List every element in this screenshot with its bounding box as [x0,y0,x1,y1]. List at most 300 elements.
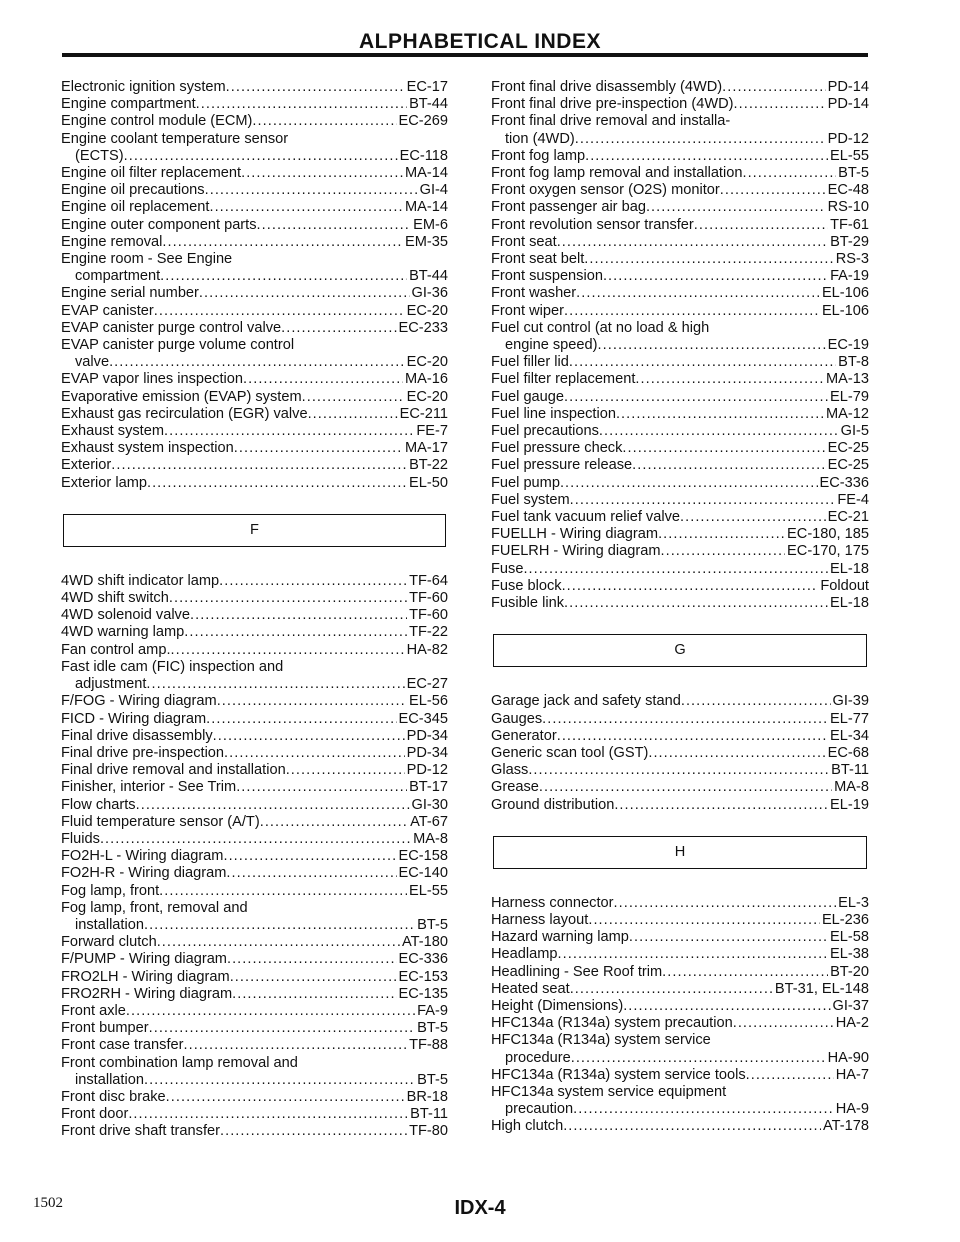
index-entry-line [61,642,448,659]
index-entry-page-ref: RS-3 [835,251,869,268]
index-entry-page-ref: MA-17 [405,440,448,457]
index-entry-line [61,676,448,693]
index-entry-page-ref: EC-140 [398,865,448,882]
index-entry-page-ref: GI-30 [411,796,448,813]
section-header-wrap [491,814,869,895]
index-entry [491,251,869,268]
index-entry-term: FUELLH - Wiring diagram [491,526,659,543]
index-entry [61,986,448,1003]
section-header-wrap [491,612,869,693]
index-entry [491,745,869,762]
index-entry-line [491,895,869,912]
index-entry-line [61,659,448,676]
index-entry-page-ref: EL-3 [838,894,869,911]
index-entry [491,354,869,371]
index-entry-term: Height (Dimensions) [491,997,624,1014]
dot-leader [564,595,828,612]
dot-leader [570,981,773,998]
index-entry-page-ref: EC-345 [398,710,448,727]
dot-leader [257,217,412,234]
dot-leader [722,79,825,96]
index-entry-page-ref: MA-14 [405,199,448,216]
index-entry-page-ref: RS-10 [827,199,869,216]
index-entry-term: Engine oil filter replacement [61,165,242,182]
index-entry-line [61,951,448,968]
dot-leader [648,745,825,762]
dot-leader [199,285,410,302]
index-entry-line [61,285,448,302]
index-entry-line [491,234,869,251]
index-entry-term: Engine control module (ECM) [61,113,253,130]
dot-leader [164,423,414,440]
index-entry [491,797,869,814]
dot-leader [162,234,403,251]
index-entry-page-ref: EC-158 [398,848,448,865]
index-entry-line [61,440,448,457]
index-entry-term: EVAP canister [61,302,154,319]
index-entry [491,1067,869,1084]
index-entry-line [61,693,448,710]
index-entry-line [61,199,448,216]
dot-leader [720,182,826,199]
index-entry-page-ref: PD-14 [827,96,869,113]
index-entry-term: Front wiper [491,302,564,319]
index-entry-line [61,165,448,182]
dot-leader [308,406,398,423]
index-entry-term: Fuel pressure release [491,457,633,474]
index-entry [61,934,448,951]
index-entry-term: Finisher, interior - See Trim [61,779,237,796]
index-entry-term: Exterior lamp [61,474,147,491]
dot-leader [562,578,819,595]
index-entry-term: Fuel cut control (at no load & high [491,319,710,336]
index-entry [491,543,869,560]
dot-leader [746,1067,834,1084]
index-entry [61,475,448,492]
index-entry [491,148,869,165]
dot-leader [136,797,410,814]
index-entry-line [491,113,869,130]
dot-leader [542,711,828,728]
index-entry-line [61,371,448,388]
index-entry [491,320,869,354]
index-entry [491,964,869,981]
index-entry-page-ref: EC-27 [406,676,448,693]
index-entry-page-ref: EC-20 [406,354,448,371]
index-entry-line [491,389,869,406]
index-entry-line [491,268,869,285]
index-entry-term: Fast idle cam (FIC) inspection and [61,658,284,675]
index-entry-term: Front seat belt [491,251,585,268]
index-entry [491,303,869,320]
index-entry-line [491,912,869,929]
index-entry-term: FRO2RH - Wiring diagram [61,985,233,1002]
index-entry [61,1037,448,1054]
dot-leader [206,711,396,728]
index-entry-page-ref: GI-36 [411,285,448,302]
index-entry-page-ref: EL-19 [830,796,869,813]
index-entry-line [61,831,448,848]
index-entry [491,389,869,406]
index-entry-page-ref: BT-5 [838,165,869,182]
index-entry-line [491,337,869,354]
index-entry-line [61,303,448,320]
index-entry [61,1003,448,1020]
index-entry-line [491,981,869,998]
dot-leader [219,573,407,590]
index-entry-line [61,848,448,865]
index-entry-term: Headlining - See Roof trim [491,963,663,980]
dot-leader [742,165,836,182]
index-entry-term: Front oxygen sensor (O2S) monitor [491,182,720,199]
dot-leader [147,475,407,492]
index-entry [61,371,448,388]
dot-leader [660,543,785,560]
index-entry-term: Fluid temperature sensor (A/T) [61,813,260,830]
index-entry-line [491,929,869,946]
index-entry-term: Final drive pre-inspection [61,744,225,761]
index-entry-line [61,986,448,1003]
index-entry [61,969,448,986]
dot-leader [563,1118,821,1135]
index-entry-line [61,917,448,934]
index-entry-term: Fuse [491,560,524,577]
dot-leader [302,389,405,406]
index-entry-page-ref: GI-4 [419,182,448,199]
index-entry-line [61,1106,448,1123]
index-entry-term: Generic scan tool (GST) [491,744,649,761]
index-entry-term: Engine coolant temperature sensor [61,130,289,147]
index-entry-page-ref: EL-79 [830,388,869,405]
dot-leader [154,303,405,320]
index-entry [61,251,448,285]
index-entry-line [61,148,448,165]
index-entry-term: FO2H-L - Wiring diagram [61,848,224,865]
index-entry [61,848,448,865]
index-entry [491,406,869,423]
index-entry [61,951,448,968]
index-entry-line [491,79,869,96]
index-entry-term: HFC134a (R134a) system precaution [491,1015,733,1032]
dot-leader [734,96,826,113]
index-entry-page-ref: BT-5 [417,916,448,933]
dot-leader [635,371,824,388]
index-entry-page-ref: HA-9 [835,1101,869,1118]
index-entry-term: EVAP vapor lines inspection [61,371,243,388]
index-entry-line [491,199,869,216]
dot-leader [658,526,785,543]
index-entry-page-ref: BT-44 [409,268,448,285]
index-entry-line [491,492,869,509]
index-entry-term: Front disc brake [61,1088,166,1105]
index-entry [61,642,448,659]
index-entry-page-ref: BT-8 [838,354,869,371]
index-entry [61,865,448,882]
index-entry-line [491,946,869,963]
index-entry-line [61,969,448,986]
index-entry-term: Exterior [61,457,112,474]
index-entry [61,199,448,216]
index-entry-line [491,693,869,710]
index-entry-line [491,745,869,762]
index-entry-term: FRO2LH - Wiring diagram [61,968,230,985]
index-entry-term: High clutch [491,1118,564,1135]
index-entry-line [61,406,448,423]
title-rule [62,53,868,57]
index-entry [491,929,869,946]
dot-leader [232,986,396,1003]
dot-leader [585,148,828,165]
index-entry-line [491,1032,869,1049]
index-entry-page-ref: HA-90 [827,1049,869,1066]
index-entry-line [491,96,869,113]
index-entry-term: Engine room - See Engine [61,251,233,268]
index-entry-page-ref: EM-6 [413,216,448,233]
index-entry-term: HFC134a system service equipment [491,1083,727,1100]
index-entry-line [61,1089,448,1106]
index-entry-term: Fuel filter replacement [491,371,636,388]
index-entry-page-ref: TF-60 [409,590,448,607]
index-entry-line [491,423,869,440]
index-entry-term: Front combination lamp removal and [61,1054,298,1071]
index-entry-term: Hazard warning lamp [491,929,629,946]
index-entry [491,728,869,745]
index-entry [61,900,448,934]
index-entry-term: Glass [491,762,529,779]
dot-leader [243,371,403,388]
index-entry [491,113,869,147]
index-entry-term: Exhaust system inspection [61,440,234,457]
index-entry-page-ref: EL-236 [821,911,869,928]
index-entry-page-ref: EC-336 [819,474,869,491]
index-entry-line [61,1020,448,1037]
index-entry [491,561,869,578]
index-entry-term: Flow charts [61,796,136,813]
dot-leader [217,693,407,710]
index-entry [61,113,448,130]
index-entry-line [491,303,869,320]
index-entry-page-ref: TF-22 [409,624,448,641]
index-entry [491,423,869,440]
index-entry-page-ref: EC-153 [398,968,448,985]
index-entry-term: Final drive removal and installation [61,762,286,779]
index-entry [61,96,448,113]
index-entry-line [491,711,869,728]
index-entry-term: 4WD solenoid valve [61,607,190,624]
index-entry [61,831,448,848]
index-entry-line [61,745,448,762]
index-entry [491,457,869,474]
index-entry-term: Electronic ignition system [61,79,226,95]
index-entry-term: Exhaust gas recirculation (EGR) valve [61,405,308,422]
index-entry-page-ref: EC-180, 185 [787,526,869,543]
index-entry-line [61,1072,448,1089]
dot-leader [575,131,826,148]
section-letter-box: G [493,634,867,667]
dot-leader [681,693,831,710]
index-entry-page-ref: EC-135 [398,985,448,1002]
index-entry-page-ref: EC-233 [398,319,448,336]
index-entry-term: Fuel precautions [491,423,599,440]
index-entry-term: Fluids [61,830,100,847]
dot-leader [564,389,828,406]
index-entry-line [491,595,869,612]
dot-leader [183,1037,407,1054]
index-entry [61,711,448,728]
index-entry-line [61,251,448,268]
index-entry-line [491,320,869,337]
index-entry-line [491,1015,869,1032]
index-entry-line [491,1118,869,1135]
index-entry-page-ref: EC-269 [398,113,448,130]
index-entry-term: precaution [505,1101,574,1118]
index-entry-line [491,251,869,268]
index-entry [61,285,448,302]
index-entry [61,728,448,745]
index-entry-page-ref: EL-55 [830,147,869,164]
index-entry [61,389,448,406]
index-entry [61,303,448,320]
index-entry-term: Fog lamp, front, removal and [61,899,248,916]
index-entry-page-ref: TF-80 [409,1123,448,1140]
index-entry-page-ref: TF-64 [409,572,448,589]
index-entry [61,797,448,814]
index-entry-line [61,182,448,199]
dot-leader [146,676,404,693]
index-entry-line [61,79,448,96]
dot-leader [169,590,407,607]
index-entry-page-ref: GI-39 [832,693,869,710]
index-entry-page-ref: EL-50 [409,474,448,491]
section-letter-box: F [63,514,446,547]
section-header-wrap [61,492,448,573]
index-entry-line [491,131,869,148]
index-entry-page-ref: TF-60 [409,607,448,624]
index-entry-page-ref: MA-14 [405,165,448,182]
index-entry-page-ref: BT-31, EL-148 [774,980,869,997]
index-entry-line [491,762,869,779]
dot-leader [144,1072,415,1089]
index-entry-term: Front revolution sensor transfer [491,216,694,233]
dot-leader [616,406,824,423]
dot-leader [662,964,828,981]
index-entry-page-ref: EL-106 [821,285,869,302]
index-entry-page-ref: PD-14 [827,79,869,95]
index-entry-line [491,371,869,388]
index-entry-page-ref: EL-56 [409,693,448,710]
index-entry [491,595,869,612]
index-entry-term: EVAP canister purge control valve [61,319,282,336]
dot-leader [159,883,407,900]
dot-leader [128,1106,408,1123]
dot-leader [144,917,415,934]
dot-leader [523,561,828,578]
index-entry-line [61,934,448,951]
index-entry [491,475,869,492]
index-entry-line [61,900,448,917]
index-entry-line [491,797,869,814]
dot-leader [573,1101,834,1118]
index-entry-term: Garage jack and safety stand [491,693,681,710]
index-entry-page-ref: EC-48 [827,182,869,199]
index-entry [491,998,869,1015]
dot-leader [598,337,826,354]
index-entry-term: Fuel system [491,491,570,508]
dot-leader [166,1089,405,1106]
index-column-left [61,79,448,1141]
dot-leader [226,865,396,882]
index-entry-term: Front bumper [61,1020,149,1037]
index-entry-line [61,607,448,624]
index-entry-line [491,509,869,526]
dot-leader [241,165,403,182]
index-entry-term: Fog lamp, front [61,882,160,899]
index-entry [491,199,869,216]
index-entry-term: adjustment [75,676,147,693]
index-entry-line [61,728,448,745]
dot-leader [557,234,828,251]
index-entry-page-ref: Foldout [820,577,869,594]
dot-leader [227,951,397,968]
index-entry-page-ref: MA-8 [413,830,448,847]
index-entry-page-ref: TF-61 [830,216,869,233]
index-entry-term: Engine oil replacement [61,199,210,216]
index-entry-page-ref: FA-9 [417,1002,448,1019]
index-entry-line [491,1101,869,1118]
index-entry-term: Front fog lamp removal and installation [491,165,743,182]
index-entry [491,693,869,710]
index-entry-page-ref: EC-211 [399,405,448,422]
dot-leader [569,354,836,371]
index-entry-term: Fuel pump [491,474,560,491]
index-entry [61,1055,448,1089]
index-entry [61,1020,448,1037]
index-entry-line [61,624,448,641]
index-entry-term: Exhaust system [61,423,165,440]
dot-leader [646,199,826,216]
dot-leader [286,762,405,779]
index-entry-term: Generator [491,727,557,744]
dot-leader [629,929,828,946]
index-entry [61,182,448,199]
index-entry-term: Gauges [491,710,543,727]
dot-leader [190,607,407,624]
index-entry-page-ref: AT-180 [402,934,448,951]
index-entry-term: Front suspension [491,268,603,285]
index-entry-line [61,1055,448,1072]
dot-leader [733,1015,834,1032]
index-column-right [491,79,869,1136]
index-entry-term: FO2H-R - Wiring diagram [61,865,227,882]
index-entry [61,457,448,474]
dot-leader [100,831,411,848]
index-entry-term: valve [75,354,110,371]
index-entry-page-ref: PD-34 [406,727,448,744]
index-entry-page-ref: EL-106 [821,302,869,319]
dot-leader [209,199,403,216]
index-entry-line [491,182,869,199]
index-entry-line [61,457,448,474]
index-entry-term: Front axle [61,1002,126,1019]
index-entry-page-ref: EL-77 [830,710,869,727]
index-entry [491,981,869,998]
index-entry-page-ref: FE-7 [416,423,448,440]
index-entry-page-ref: FA-19 [830,268,869,285]
index-entry [491,578,869,595]
index-entry-term: Front door [61,1106,129,1123]
index-entry-term: Front final drive disassembly (4WD) [491,79,723,95]
index-entry-line [491,285,869,302]
